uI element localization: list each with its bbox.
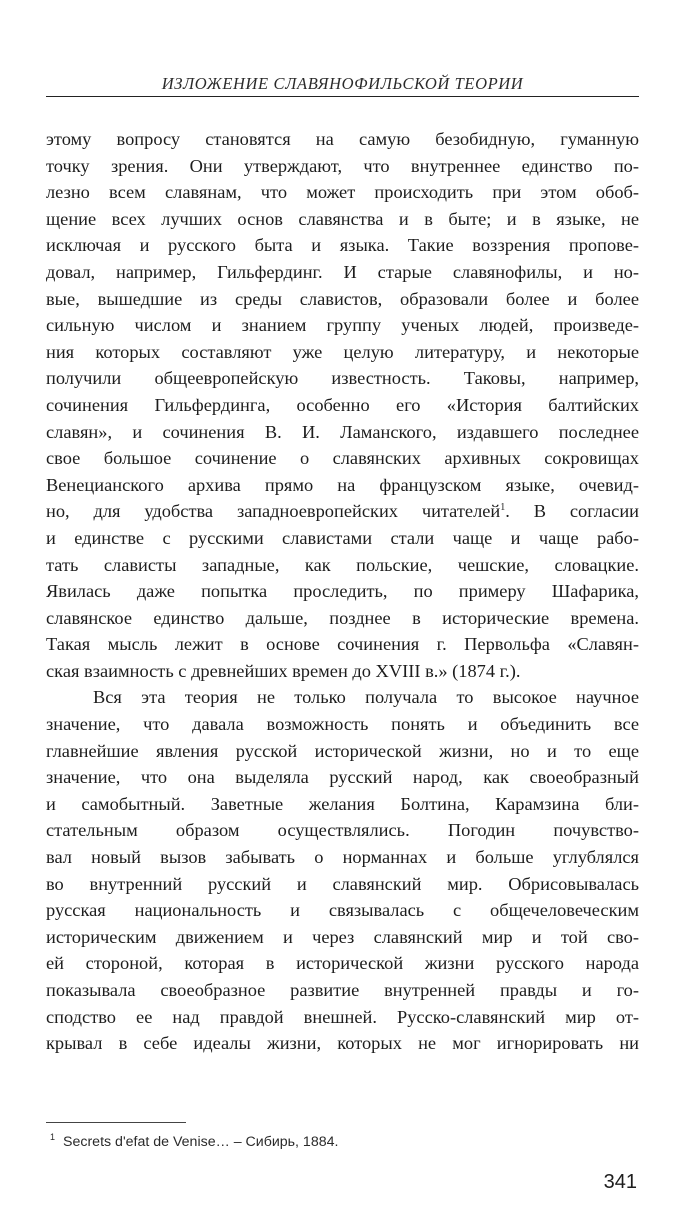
text-line: Явилась даже попытка проследить, по примеру Шафарика, — [46, 581, 639, 602]
text-line: ей стороной, которая в исторической жизни русского народа — [46, 953, 639, 974]
text-line: славянское единство дальше, позднее в исторические времена. — [46, 607, 639, 628]
text-fragment: но, для удобства западноевропейских читателей — [46, 501, 501, 522]
main-text — [46, 126, 639, 1057]
text-line: ская взаимность с древнейших времен до XVIII в.» (1874 г.). — [46, 660, 521, 681]
text-line: исключая и русского быта и языка. Такие воззрения пропове- — [46, 235, 639, 256]
text-line-with-footnote — [46, 498, 639, 525]
text-line: Такая мысль лежит в основе сочинения г. Первольфа «Славян- — [46, 634, 639, 655]
text-line: получили общеевропейскую известность. Таковы, например, — [46, 368, 639, 389]
text-line: значение, что давала возможность понять и объединить все — [46, 714, 639, 735]
text-fragment: . В согласии — [505, 501, 639, 522]
text-line: ния которых составляют уже целую литературу, и некоторые — [46, 341, 639, 362]
header-rule — [46, 96, 639, 97]
text-line: и самобытный. Заветные желания Болтина, Карамзина бли- — [46, 793, 639, 814]
text-line: лезно всем славянам, что может происходить при этом обоб- — [46, 182, 639, 203]
text-line: главнейшие явления русской исторической жизни, но и то еще — [46, 740, 639, 761]
text-line: и единстве с русскими славистами стали чаще и чаще рабо- — [46, 527, 639, 548]
text-line: сильную числом и знанием группу ученых людей, произведе- — [46, 315, 639, 336]
text-line: Венецианского архива прямо на французском языке, очевид- — [46, 474, 639, 495]
text-line: крывал в себе идеалы жизни, которых не мог игнорировать ни — [46, 1033, 639, 1054]
text-line-paragraph-start: Вся эта теория не только получала то высокое научное — [93, 687, 639, 708]
text-line: тать слависты западные, как польские, чешские, словацкие. — [46, 554, 639, 575]
text-line: показывала своеобразное развитие внутренней правды и го- — [46, 980, 639, 1000]
text-line: этому вопросу становятся на самую безобидную, гуманную — [46, 129, 639, 149]
text-line: вые, вышедшие из среды славистов, образовали более и более — [46, 288, 639, 309]
text-line: сочинения Гильфердинга, особенно его «История балтийских — [46, 394, 639, 415]
footnote — [50, 1132, 338, 1150]
page-number: 341 — [603, 1171, 637, 1193]
text-line: свое большое сочинение о славянских архивных сокровищах — [46, 448, 639, 469]
text-line: вал новый вызов забывать о норманнах и больше углублялся — [46, 847, 639, 868]
text-line: во внутренний русский и славянский мир. Обрисовывалась — [46, 873, 639, 894]
text-line: русская национальность и связывалась с общечеловеческим — [46, 900, 639, 921]
text-line: стательным образом осуществлялись. Погодин почувство- — [46, 820, 639, 841]
text-line: значение, что она выделяла русский народ, как своеобразный — [46, 767, 639, 788]
text-line: славян», и сочинения В. И. Ламанского, издавшего последнее — [46, 421, 639, 442]
text-line: точку зрения. Они утверждают, что внутреннее единство по- — [46, 155, 639, 176]
footnote-mark: 1 — [50, 1132, 56, 1142]
text-line: щение всех лучших основ славянства и в быте; и в языке, не — [46, 208, 639, 229]
footnote-text: Secrets d'efat de Venise… – Сибирь, 1884. — [63, 1134, 339, 1150]
footnote-reference: 1 — [500, 502, 506, 514]
running-header-title: ИЗЛОЖЕНИЕ СЛАВЯНОФИЛЬСКОЙ ТЕОРИИ — [161, 74, 524, 93]
text-line: сподство ее над правдой внешней. Русско-славянский мир от- — [46, 1006, 639, 1027]
footnote-rule — [46, 1122, 186, 1123]
text-line: историческим движением и через славянский мир и той сво- — [46, 926, 639, 947]
text-line: довал, например, Гильфердинг. И старые славянофилы, и но- — [46, 261, 639, 282]
